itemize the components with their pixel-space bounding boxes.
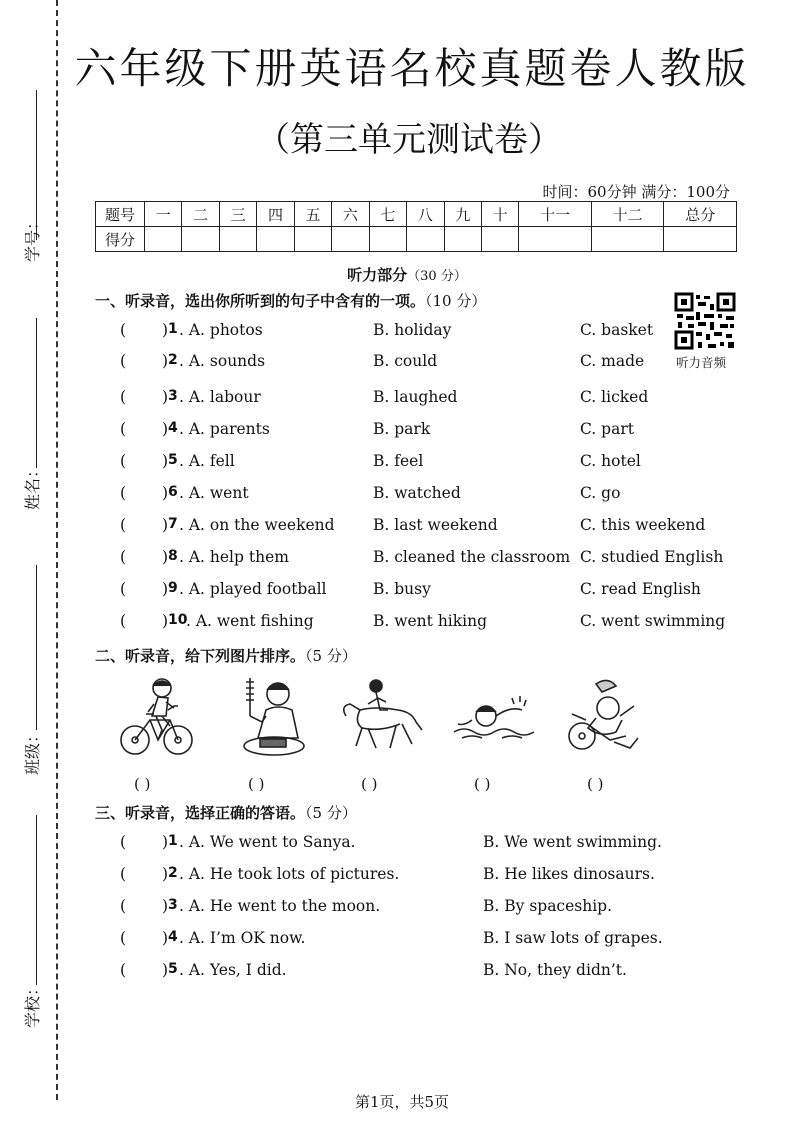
- picture-order-blank[interactable]: ( ): [587, 775, 604, 793]
- question-row: [0, 833, 794, 855]
- listening-heading-points: （30 分）: [407, 269, 467, 284]
- answer-paren-close: ): [162, 452, 169, 470]
- option-b: B. cleaned the classroom: [373, 548, 571, 566]
- score-cell: 九: [444, 202, 481, 227]
- score-input-cell[interactable]: [145, 227, 182, 252]
- score-cell: 一: [145, 202, 182, 227]
- option-b: B. By spaceship.: [483, 897, 613, 915]
- question-number: 4: [168, 420, 178, 436]
- section2-title-text: 二、听录音，给下列图片排序。: [95, 647, 306, 665]
- answer-paren[interactable]: (: [120, 388, 127, 406]
- score-cell: 二: [182, 202, 219, 227]
- score-input-cell[interactable]: [407, 227, 444, 252]
- option-c: C. licked: [580, 388, 649, 406]
- answer-paren-close: ): [162, 612, 169, 630]
- option-a: . A. played football: [179, 580, 327, 598]
- score-table: [95, 201, 737, 252]
- boy-swimming-picture: [452, 676, 536, 760]
- score-table-score-row: [96, 227, 737, 252]
- score-row-label: 得分: [96, 227, 145, 252]
- listening-heading-text: 听力部分: [347, 266, 408, 284]
- listening-heading: [0, 264, 794, 285]
- question-number: 3: [168, 897, 178, 913]
- question-row: [0, 961, 794, 983]
- question-number: 1: [168, 833, 178, 849]
- answer-paren-close: ): [162, 929, 169, 947]
- score-cell: 八: [407, 202, 444, 227]
- question-row: [0, 420, 794, 442]
- question-row: [0, 516, 794, 538]
- option-a: . A. went: [179, 484, 249, 502]
- section3-points: （5 分）: [305, 804, 357, 822]
- picture-order-blank[interactable]: ( ): [361, 775, 378, 793]
- option-b: B. I saw lots of grapes.: [483, 929, 663, 947]
- option-b: B. holiday: [373, 321, 452, 339]
- answer-paren[interactable]: (: [120, 580, 127, 598]
- score-input-cell[interactable]: [219, 227, 256, 252]
- option-a: . A. He went to the moon.: [179, 897, 381, 915]
- score-input-cell[interactable]: [257, 227, 294, 252]
- option-c: C. made: [580, 352, 645, 370]
- option-a: . A. photos: [179, 321, 263, 339]
- section2-points: （5 分）: [305, 647, 357, 665]
- score-cell: 十: [481, 202, 518, 227]
- score-cell: 三: [219, 202, 256, 227]
- option-a: . A. help them: [179, 548, 289, 566]
- page-subtitle: （第三单元测试卷）: [256, 120, 562, 160]
- answer-paren[interactable]: (: [120, 961, 127, 979]
- person-riding-horse-picture: [336, 676, 426, 760]
- option-b: B. No, they didn’t.: [483, 961, 627, 979]
- option-a: . A. I’m OK now.: [179, 929, 306, 947]
- answer-paren-close: ): [162, 516, 169, 534]
- option-c: C. hotel: [580, 452, 641, 470]
- option-c: C. read English: [580, 580, 701, 598]
- question-row: [0, 580, 794, 602]
- section1-points: （10 分）: [425, 292, 487, 310]
- question-number: 5: [168, 452, 178, 468]
- option-a: . A. We went to Sanya.: [179, 833, 356, 851]
- option-a: . A. went fishing: [186, 612, 314, 630]
- picture-order-blank[interactable]: ( ): [474, 775, 491, 793]
- score-cell: 五: [294, 202, 331, 227]
- option-b: B. park: [373, 420, 431, 438]
- question-number: 4: [168, 929, 178, 945]
- score-input-cell[interactable]: [519, 227, 592, 252]
- section2-title: [95, 645, 357, 666]
- answer-paren-close: ): [162, 580, 169, 598]
- answer-paren-close: ): [162, 352, 169, 370]
- score-input-cell[interactable]: [591, 227, 664, 252]
- section1-title-text: 一、听录音，选出你所听到的句子中含有的一项。: [95, 292, 426, 310]
- score-input-cell[interactable]: [294, 227, 331, 252]
- option-b: B. feel: [373, 452, 424, 470]
- score-input-cell[interactable]: [369, 227, 406, 252]
- question-row: [0, 929, 794, 951]
- picture-order-blank[interactable]: ( ): [134, 775, 151, 793]
- option-a: . A. parents: [179, 420, 270, 438]
- answer-paren[interactable]: (: [120, 548, 127, 566]
- option-b: B. could: [373, 352, 438, 370]
- option-a: . A. on the weekend: [179, 516, 335, 534]
- page-number: 第1页，共5页: [354, 1093, 450, 1111]
- score-input-cell[interactable]: [182, 227, 219, 252]
- question-number: 9: [168, 580, 178, 596]
- answer-paren-close: ): [162, 897, 169, 915]
- option-a: . A. sounds: [179, 352, 266, 370]
- answer-paren-close: ): [162, 961, 169, 979]
- option-b: B. laughed: [373, 388, 458, 406]
- picture-order-blank[interactable]: ( ): [248, 775, 265, 793]
- score-cell: 六: [332, 202, 369, 227]
- qr-caption: 听力音频: [676, 355, 727, 370]
- section3-title-text: 三、听录音，选择正确的答语。: [95, 804, 306, 822]
- question-row: [0, 612, 794, 634]
- answer-paren-close: ): [162, 865, 169, 883]
- option-b: B. last weekend: [373, 516, 498, 534]
- option-b: B. watched: [373, 484, 461, 502]
- option-a: . A. labour: [179, 388, 261, 406]
- boy-eating-food-picture: [236, 676, 312, 760]
- question-row: [0, 388, 794, 410]
- answer-paren[interactable]: (: [120, 452, 127, 470]
- option-c: C. this weekend: [580, 516, 706, 534]
- boy-riding-bike-picture: [118, 676, 196, 760]
- question-number: 6: [168, 484, 178, 500]
- score-input-cell[interactable]: [481, 227, 518, 252]
- option-c: C. go: [580, 484, 621, 502]
- answer-paren[interactable]: (: [120, 612, 127, 630]
- question-number: 2: [168, 352, 178, 368]
- score-input-cell[interactable]: [444, 227, 481, 252]
- score-cell: 七: [369, 202, 406, 227]
- question-number: 2: [168, 865, 178, 881]
- answer-paren-close: ): [162, 388, 169, 406]
- answer-paren[interactable]: (: [120, 484, 127, 502]
- answer-paren-close: ): [162, 420, 169, 438]
- answer-paren[interactable]: (: [120, 516, 127, 534]
- score-cell: 总分: [664, 202, 737, 227]
- score-cell: 十一: [519, 202, 592, 227]
- option-b: B. went hiking: [373, 612, 488, 630]
- answer-paren[interactable]: (: [120, 865, 127, 883]
- option-a: . A. fell: [179, 452, 235, 470]
- answer-paren-close: ): [162, 548, 169, 566]
- option-a: . A. He took lots of pictures.: [179, 865, 400, 883]
- name-label: 姓名：: [23, 461, 42, 510]
- score-cell: 四: [257, 202, 294, 227]
- option-a: . A. Yes, I did.: [179, 961, 287, 979]
- score-cell: 十二: [591, 202, 664, 227]
- answer-paren[interactable]: (: [120, 897, 127, 915]
- answer-paren-close: ): [162, 484, 169, 502]
- page-title: 六年级下册英语名校真题卷人教版: [74, 44, 750, 93]
- boy-falling-off-bike-picture: [560, 676, 644, 760]
- question-number: 5: [168, 961, 178, 977]
- question-number: 1: [168, 321, 178, 337]
- answer-paren-close: ): [162, 321, 169, 339]
- section3-title: [95, 802, 357, 823]
- answer-paren[interactable]: (: [120, 420, 127, 438]
- option-b: B. He likes dinosaurs.: [483, 865, 655, 883]
- question-row: [0, 865, 794, 887]
- question-row: [0, 352, 794, 374]
- option-c: C. part: [580, 420, 634, 438]
- class-label: 班级：: [23, 726, 42, 775]
- answer-paren-close: ): [162, 833, 169, 851]
- question-row: [0, 897, 794, 919]
- time-info: 时间：60分钟 满分：100分: [542, 183, 730, 201]
- question-number: 7: [168, 516, 178, 532]
- answer-paren[interactable]: (: [120, 929, 127, 947]
- option-b: B. busy: [373, 580, 431, 598]
- score-input-cell[interactable]: [332, 227, 369, 252]
- school-label: 学校：: [23, 979, 42, 1028]
- option-b: B. We went swimming.: [483, 833, 662, 851]
- answer-paren[interactable]: (: [120, 833, 127, 851]
- question-number: 8: [168, 548, 178, 564]
- option-c: C. basket: [580, 321, 654, 339]
- option-c: C. studied English: [580, 548, 724, 566]
- answer-paren[interactable]: (: [120, 321, 127, 339]
- student-id-label: 学号：: [23, 213, 42, 262]
- option-c: C. went swimming: [580, 612, 726, 630]
- question-row: [0, 452, 794, 474]
- section1-title: [95, 290, 486, 311]
- question-row: [0, 321, 794, 343]
- answer-paren[interactable]: (: [120, 352, 127, 370]
- question-number: 10: [168, 612, 188, 628]
- score-cell: 题号: [96, 202, 145, 227]
- question-row: [0, 548, 794, 570]
- score-input-cell[interactable]: [664, 227, 737, 252]
- score-table-header-row: [96, 202, 737, 227]
- question-number: 3: [168, 388, 178, 404]
- question-row: [0, 484, 794, 506]
